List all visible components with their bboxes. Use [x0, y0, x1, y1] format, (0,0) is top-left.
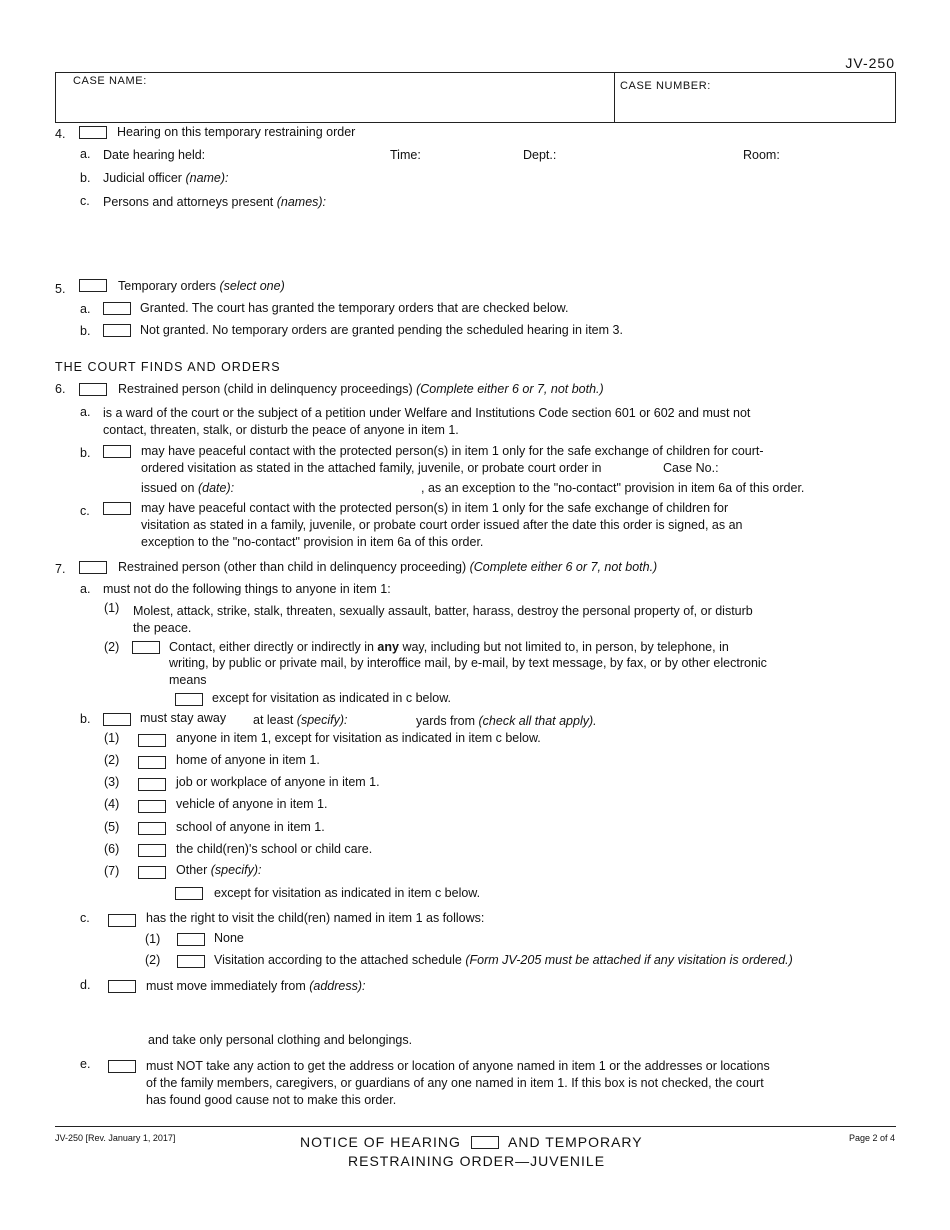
item-6b-line2: ordered visitation as stated in the attached family, juvenile, or probate court order in: [141, 461, 602, 475]
stay-away-1-checkbox[interactable]: [138, 734, 166, 747]
item-5a-checkbox[interactable]: [103, 302, 131, 315]
stay-away-4-number: (4): [104, 797, 120, 811]
item-7a2-line3: means: [169, 673, 207, 687]
item-7a2-number: (2): [104, 640, 120, 654]
item-5b-letter: b.: [80, 324, 91, 338]
item-4-checkbox[interactable]: [79, 126, 107, 139]
item-7c-text: has the right to visit the child(ren) named in item 1 as follows:: [146, 911, 485, 925]
yards-label: yards from (check all that apply).: [416, 714, 597, 728]
case-number-label: CASE NUMBER:: [620, 80, 711, 92]
dept-field[interactable]: [565, 148, 735, 162]
stay-away-5-checkbox[interactable]: [138, 822, 166, 835]
item-7-title: Restrained person (other than child in delinquency proceeding) (Complete either 6 or 7, not both.): [118, 560, 658, 574]
item-7e-letter: e.: [80, 1057, 91, 1071]
stay-away-2-checkbox[interactable]: [138, 756, 166, 769]
item-5b-checkbox[interactable]: [103, 324, 131, 337]
item-7c2-number: (2): [145, 953, 161, 967]
item-4-number: 4.: [55, 127, 66, 141]
item-7a-letter: a.: [80, 582, 91, 596]
stay-away-1-text: anyone in item 1, except for visitation as indicated in item c below.: [176, 731, 541, 745]
item-7d-checkbox[interactable]: [108, 980, 136, 993]
item-7d-letter: d.: [80, 978, 91, 992]
date-hearing-field[interactable]: [222, 148, 382, 162]
room-label: Room:: [743, 148, 780, 162]
item-5a-text: Granted. The court has granted the temporary orders that are checked below.: [140, 301, 569, 315]
item-6c-line1: may have peaceful contact with the protected person(s) in item 1 only for the safe exchange of children for: [141, 501, 729, 515]
item-7c1-text: None: [214, 931, 244, 945]
item-7a2-line1: Contact, either directly or indirectly in any way, including but not limited to, in person, by telephone, in: [169, 640, 729, 654]
item-7e-line3: has found good cause not to make this order.: [146, 1093, 397, 1107]
stay-away-7-text: Other (specify):: [176, 863, 262, 877]
yards-field[interactable]: [360, 713, 412, 727]
footer-checkbox[interactable]: [471, 1136, 499, 1149]
case-no-field[interactable]: [728, 461, 878, 475]
move-from-address-field[interactable]: [400, 979, 880, 1019]
item-7a2-except-text: except for visitation as indicated in c below.: [212, 691, 452, 705]
case-name-field[interactable]: [70, 92, 610, 118]
item-7a1-line2: the peace.: [133, 621, 192, 635]
item-6c-line2: visitation as stated in a family, juvenile, or probate court order issued after the date this order is signed, as an: [141, 518, 743, 532]
item-7c1-checkbox[interactable]: [177, 933, 205, 946]
at-least-label: at least (specify):: [253, 713, 348, 727]
item-7d-after: and take only personal clothing and belongings.: [148, 1033, 413, 1047]
stay-away-6-text: the child(ren)'s school or child care.: [176, 842, 373, 856]
item-6b-line3-pre: issued on (date):: [141, 481, 235, 495]
stay-away-3-number: (3): [104, 775, 120, 789]
item-5-title: Temporary orders (select one): [118, 279, 285, 293]
item-6b-line3-post: , as an exception to the "no-contact" provision in item 6a of this order.: [421, 481, 805, 495]
item-7a2-checkbox[interactable]: [132, 641, 160, 654]
item-7b-letter: b.: [80, 712, 91, 726]
footer-title-post: AND TEMPORARY: [508, 1134, 643, 1150]
item-7c2-checkbox[interactable]: [177, 955, 205, 968]
item-7c1-number: (1): [145, 932, 161, 946]
item-4b-letter: b.: [80, 171, 91, 185]
persons-present-label: Persons and attorneys present (names):: [103, 195, 327, 209]
item-6c-line3: exception to the "no-contact" provision in item 6a of this order.: [141, 535, 484, 549]
item-7a1-number: (1): [104, 601, 120, 615]
item-4a-letter: a.: [80, 147, 91, 161]
item-4-title: Hearing on this temporary restraining order: [117, 125, 356, 139]
stay-away-3-checkbox[interactable]: [138, 778, 166, 791]
item-6c-checkbox[interactable]: [103, 502, 131, 515]
item-6a-letter: a.: [80, 405, 91, 419]
item-6a-line2: contact, threaten, stalk, or disturb the peace of anyone in item 1.: [103, 423, 459, 437]
case-name-label: CASE NAME:: [73, 75, 147, 87]
dept-label: Dept.:: [523, 148, 557, 162]
stay-away-6-number: (6): [104, 842, 120, 856]
persons-present-field[interactable]: [360, 195, 880, 255]
stay-away-4-checkbox[interactable]: [138, 800, 166, 813]
item-6b-line1: may have peaceful contact with the protected person(s) in item 1 only for the safe exchange of children for court-: [141, 444, 764, 458]
item-7c-letter: c.: [80, 911, 90, 925]
stay-away-1-number: (1): [104, 731, 120, 745]
item-4c-letter: c.: [80, 194, 90, 208]
item-5-checkbox[interactable]: [79, 279, 107, 292]
item-7a2-line2: writing, by public or private mail, by interoffice mail, by e-mail, by text message, by fax, or by other electronic: [169, 656, 767, 670]
stay-away-2-text: home of anyone in item 1.: [176, 753, 320, 767]
item-7-number: 7.: [55, 562, 66, 576]
item-7d-text: must move immediately from (address):: [146, 979, 366, 993]
footer-rule: [55, 1126, 896, 1127]
footer-title-pre: NOTICE OF HEARING: [300, 1134, 461, 1150]
item-7b-checkbox[interactable]: [103, 713, 131, 726]
item-7e-checkbox[interactable]: [108, 1060, 136, 1073]
item-5a-letter: a.: [80, 302, 91, 316]
case-no-label: Case No.:: [663, 461, 719, 475]
room-field[interactable]: [788, 148, 888, 162]
item-6b-checkbox[interactable]: [103, 445, 131, 458]
item-6c-letter: c.: [80, 504, 90, 518]
judicial-officer-field[interactable]: [250, 171, 880, 185]
item-6-number: 6.: [55, 382, 66, 396]
item-7a2-except-checkbox[interactable]: [175, 693, 203, 706]
item-7b-text: must stay away: [140, 711, 227, 725]
item-7a1-line1: Molest, attack, strike, stalk, threaten, sexually assault, batter, harass, destroy the personal property of, or disturb: [133, 604, 753, 618]
time-label: Time:: [390, 148, 421, 162]
date-hearing-label: Date hearing held:: [103, 148, 206, 162]
item-6b-letter: b.: [80, 446, 91, 460]
form-id: JV-250: [845, 55, 895, 71]
item-7e-line1: must NOT take any action to get the address or location of anyone named in item 1 or the addresses or locations: [146, 1059, 770, 1073]
stay-away-other-field[interactable]: [276, 863, 876, 877]
stay-away-7-checkbox[interactable]: [138, 866, 166, 879]
footer-title-line2: RESTRAINING ORDER—JUVENILE: [348, 1153, 606, 1169]
item-6-title: Restrained person (child in delinquency proceedings) (Complete either 6 or 7, not both.): [118, 382, 604, 396]
stay-away-5-number: (5): [104, 820, 120, 834]
footer-page-number: Page 2 of 4: [848, 1133, 895, 1143]
item-5-number: 5.: [55, 282, 66, 296]
footer-revision: JV-250 [Rev. January 1, 2017]: [55, 1133, 176, 1143]
item-5b-text: Not granted. No temporary orders are granted pending the scheduled hearing in item 3.: [140, 323, 623, 337]
issued-date-field[interactable]: [245, 481, 415, 495]
item-7b-except-checkbox[interactable]: [175, 887, 203, 900]
item-6-checkbox[interactable]: [79, 383, 107, 396]
stay-away-4-text: vehicle of anyone in item 1.: [176, 797, 328, 811]
item-7e-line2: of the family members, caregivers, or guardians of any one named in item 1. If this box is not checked, the court: [146, 1076, 764, 1090]
item-7c-checkbox[interactable]: [108, 914, 136, 927]
stay-away-2-number: (2): [104, 753, 120, 767]
stay-away-5-text: school of anyone in item 1.: [176, 820, 325, 834]
item-7c2-text: Visitation according to the attached schedule (Form JV-205 must be attached if any visitation is ordered.): [214, 953, 793, 967]
section-heading: THE COURT FINDS AND ORDERS: [55, 360, 281, 374]
item-6a-line1: is a ward of the court or the subject of a petition under Welfare and Institutions Code section 601 or 602 and must not: [103, 406, 751, 420]
judicial-officer-label: Judicial officer (name):: [103, 171, 229, 185]
item-7-checkbox[interactable]: [79, 561, 107, 574]
stay-away-7-number: (7): [104, 864, 120, 878]
stay-away-3-text: job or workplace of anyone in item 1.: [176, 775, 380, 789]
stay-away-6-checkbox[interactable]: [138, 844, 166, 857]
time-field[interactable]: [432, 148, 517, 162]
case-number-field[interactable]: [620, 96, 890, 120]
item-7a-text: must not do the following things to anyone in item 1:: [103, 582, 391, 596]
item-7b-except-text: except for visitation as indicated in item c below.: [214, 886, 481, 900]
